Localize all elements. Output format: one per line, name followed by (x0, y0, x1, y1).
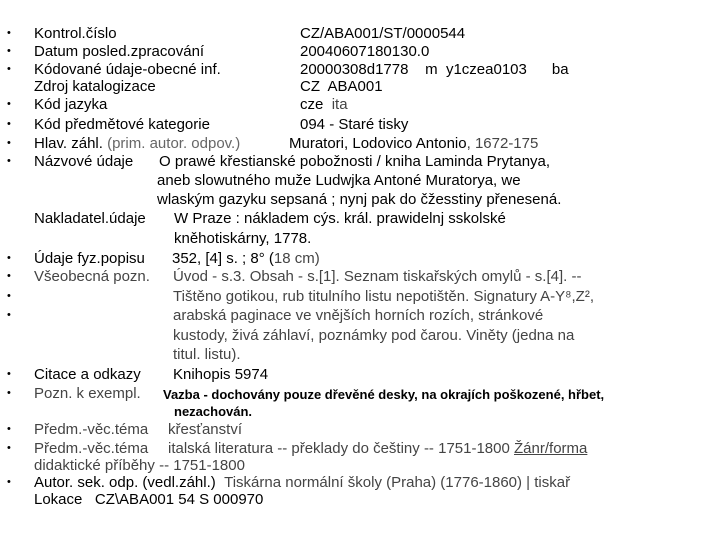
last-processed-value: 20040607180130.0 (300, 43, 430, 60)
publisher-line: W Praze : nákladem cýs. král. prawidelnj sskolské (174, 210, 506, 227)
publisher-label: Nakladatel.údaje (34, 210, 146, 227)
bullet: • (7, 98, 11, 110)
bullet: • (7, 45, 11, 57)
general-note-line: kustody, živá záhlaví, poznámky pod čarou. Viněty (jedna na (173, 327, 575, 344)
language-label: Kód jazyka (34, 96, 108, 113)
location-value: CZ\ABA001 54 S 000970 (94, 491, 264, 508)
location-label: Lokace (34, 491, 83, 508)
coded-data-label: Kódované údaje-obecné inf. (34, 61, 221, 78)
coded-data-value: 20000308d1778 m y1czea0103 ba (300, 61, 569, 78)
copy-note-line: nezachován. (174, 404, 253, 419)
subject-2-text: italská literatura -- překlady do češtiny -- 1751-1800 (168, 440, 510, 457)
added-entry-label: Autor. sek. odp. (vedl.záhl.) (34, 474, 216, 491)
bullet: • (7, 137, 11, 149)
bullet: • (7, 63, 11, 75)
last-processed-label: Datum posled.zpracování (34, 43, 205, 60)
main-entry-dates: , 1672-175 (466, 135, 539, 152)
language-extra: ita (331, 96, 348, 113)
title-data-line: O prawé křestianské pobožnosti / kniha Laminda Prytanya, (159, 153, 551, 170)
bullet: • (7, 423, 11, 435)
subject-2-value (168, 440, 587, 457)
bullet: • (7, 309, 11, 321)
subject-2-continuation: didaktické příběhy -- 1751-1800 (34, 457, 245, 474)
added-entry (34, 474, 570, 491)
general-note-line: Tištěno gotikou, rub titulního listu nepotištěn. Signatury A-Y⁸,Z², (173, 288, 594, 305)
main-entry-name: Muratori, Lodovico Antonio (289, 135, 467, 152)
bullet: • (7, 476, 11, 488)
bullet: • (7, 27, 11, 39)
subject-1-label: Předm.-věc.téma (34, 421, 149, 438)
cataloging-source-value: CZ ABA001 (300, 78, 383, 95)
main-entry-value (289, 135, 538, 152)
bullet: • (7, 290, 11, 302)
control-number-label: Kontrol.číslo (34, 25, 117, 42)
physical-tail: 18 cm) (273, 250, 320, 267)
bullet: • (7, 155, 11, 167)
language-main: cze (300, 96, 324, 113)
bullet: • (7, 387, 11, 399)
main-entry-label: Hlav. záhl. (34, 135, 103, 152)
cataloging-source-label: Zdroj katalogizace (34, 78, 156, 95)
title-data-label: Názvové údaje (34, 153, 134, 170)
bullet: • (7, 442, 11, 454)
physical-label: Údaje fyz.popisu (34, 250, 145, 267)
subject-category-value: 094 - Staré tisky (300, 116, 409, 133)
title-data-line: aneb slowutného muže Ludwjka Antoné Muratorya, we (157, 172, 521, 189)
copy-note-line: Vazba - dochovány pouze dřevěné desky, na okrajích poškozené, hřbet, (163, 387, 605, 402)
subject-1-value: křesťanství (168, 421, 242, 438)
bullet: • (7, 368, 11, 380)
genre-form-link[interactable]: Žánr/forma (514, 440, 588, 457)
physical-value (172, 250, 320, 267)
general-note-line: arabská paginace ve vnějších horních rozích, stránkové (173, 307, 544, 324)
copy-note-label: Pozn. k exempl. (34, 385, 141, 402)
added-entry-value: Tiskárna normální školy (Praha) (1776-1860) | tiskař (224, 474, 571, 491)
subject-2-label: Předm.-věc.téma (34, 440, 149, 457)
general-note-label: Všeobecná pozn. (34, 268, 150, 285)
location (34, 491, 263, 508)
bullet: • (7, 252, 11, 264)
publisher-line: kněhotiskárny, 1778. (174, 230, 312, 247)
bullet: • (7, 118, 11, 130)
citations-value: Knihopis 5974 (173, 366, 269, 383)
general-note-line: titul. listu). (173, 346, 241, 363)
control-number-value: CZ/ABA001/ST/0000544 (300, 25, 466, 42)
physical-main: 352, [4] s. ; 8° ( (172, 250, 274, 267)
main-entry-label-note: (prim. autor. odpov.) (107, 135, 241, 152)
bullet: • (7, 270, 11, 282)
title-data-line: wlaským gazyku sepsaná ; nynj pak do čžesstiny přenesená. (157, 191, 562, 208)
subject-category-label: Kód předmětové kategorie (34, 116, 210, 133)
language-value (300, 96, 348, 113)
general-note-line: Úvod - s.3. Obsah - s.[1]. Seznam tiskařských omylů - s.[4]. -- (173, 268, 582, 285)
main-entry-label-group (34, 135, 240, 152)
citations-label: Citace a odkazy (34, 366, 141, 383)
